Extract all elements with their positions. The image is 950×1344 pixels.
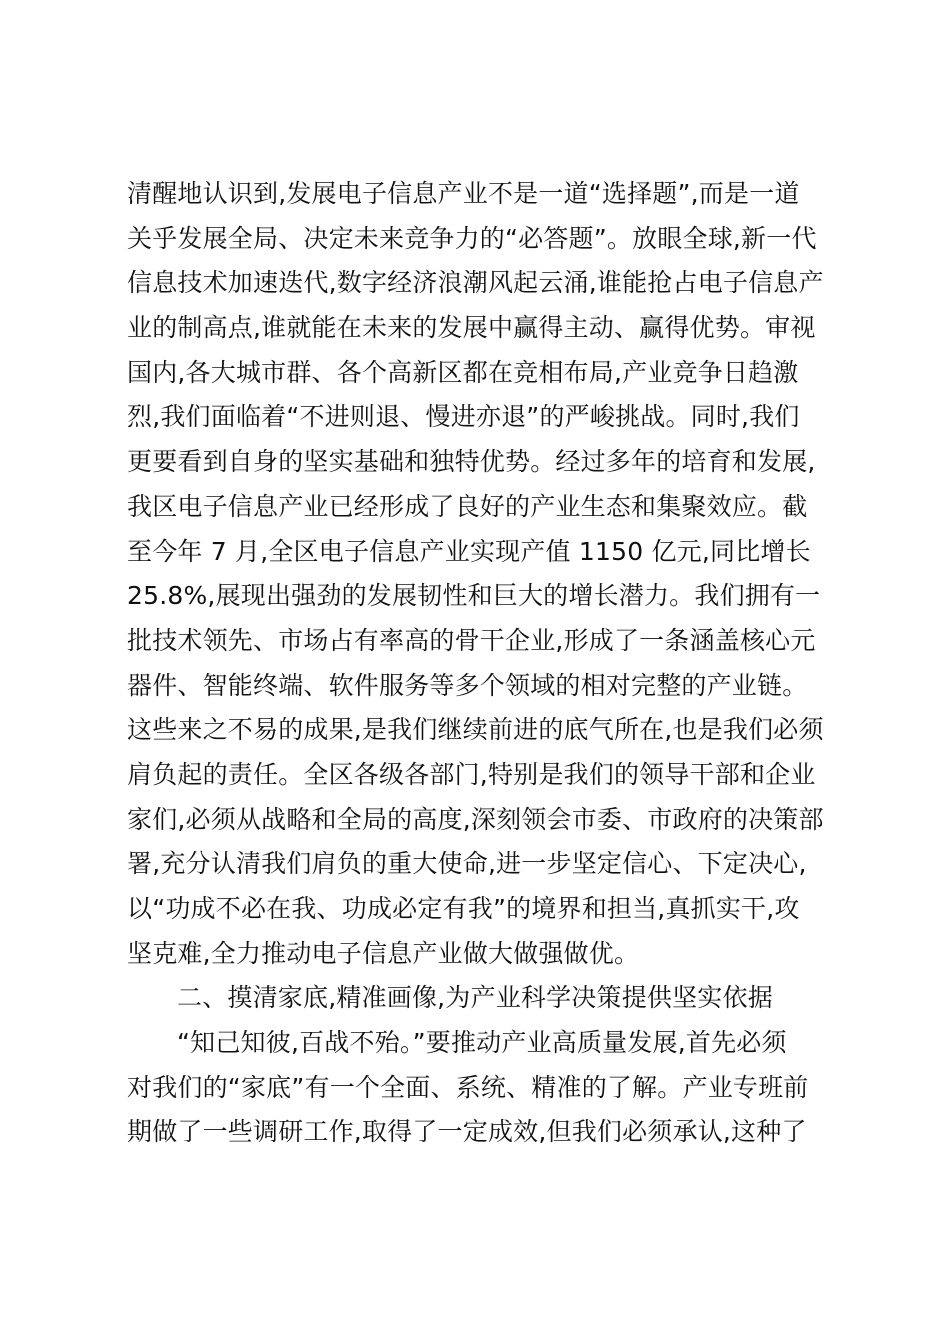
text-line: 烈,我们面临着“不进则退、慢进亦退”的严峻挑战。同时,我们 xyxy=(127,402,800,432)
text-line: 批技术领先、市场占有率高的骨干企业,形成了一条涵盖核心元 xyxy=(127,625,816,655)
text-line: 至今年 7 月,全区电子信息产业实现产值 1150 亿元,同比增长 xyxy=(127,536,811,566)
text-line: 更要看到自身的坚实基础和独特优势。经过多年的培育和发展, xyxy=(127,447,816,477)
text-line: 这些来之不易的成果,是我们继续前进的底气所在,也是我们必须 xyxy=(127,715,824,745)
text-line: “知己知彼,百战不殆。”要推动产业高质量发展,首先必须 xyxy=(177,1028,787,1058)
text-line: 以“功成不必在我、功成必定有我”的境界和担当,真抓实干,攻 xyxy=(127,894,800,923)
text-line: 我区电子信息产业已经形成了良好的产业生态和集聚效应。截 xyxy=(127,491,808,521)
section-heading: 二、摸清家底,精准画像,为产业科学决策提供坚实依据 xyxy=(177,983,773,1013)
text-line: 信息技术加速迭代,数字经济浪潮风起云涌,谁能抢占电子信息产 xyxy=(127,268,824,298)
text-line: 肩负起的责任。全区各级各部门,特别是我们的领导干部和企业 xyxy=(127,759,816,789)
text-line: 业的制高点,谁就能在未来的发展中赢得主动、赢得优势。审视 xyxy=(127,313,816,343)
text-line: 关乎发展全局、决定未来竞争力的“必答题”。放眼全球,新一代 xyxy=(127,223,817,253)
text-line: 清醒地认识到,发展电子信息产业不是一道“选择题”,而是一道 xyxy=(127,179,800,208)
text-line: 器件、智能终端、软件服务等多个领域的相对完整的产业链。 xyxy=(127,670,808,700)
text-line: 对我们的“家底”有一个全面、系统、精准的了解。产业专班前 xyxy=(127,1072,809,1102)
body-text xyxy=(127,172,833,1155)
text-line: 署,充分认清我们肩负的重大使命,进一步坚定信心、下定决心, xyxy=(127,849,807,879)
text-line: 国内,各大城市群、各个高新区都在竞相布局,产业竞争日趋激 xyxy=(127,357,799,387)
text-line: 坚克难,全力推动电子信息产业做大做强做优。 xyxy=(127,938,640,968)
text-line: 家们,必须从战略和全局的高度,深刻领会市委、市政府的决策部 xyxy=(127,804,824,834)
text-line: 期做了一些调研工作,取得了一定成效,但我们必须承认,这种了 xyxy=(127,1117,807,1147)
text-line: 25.8%,展现出强劲的发展韧性和巨大的增长潜力。我们拥有一 xyxy=(127,581,821,611)
